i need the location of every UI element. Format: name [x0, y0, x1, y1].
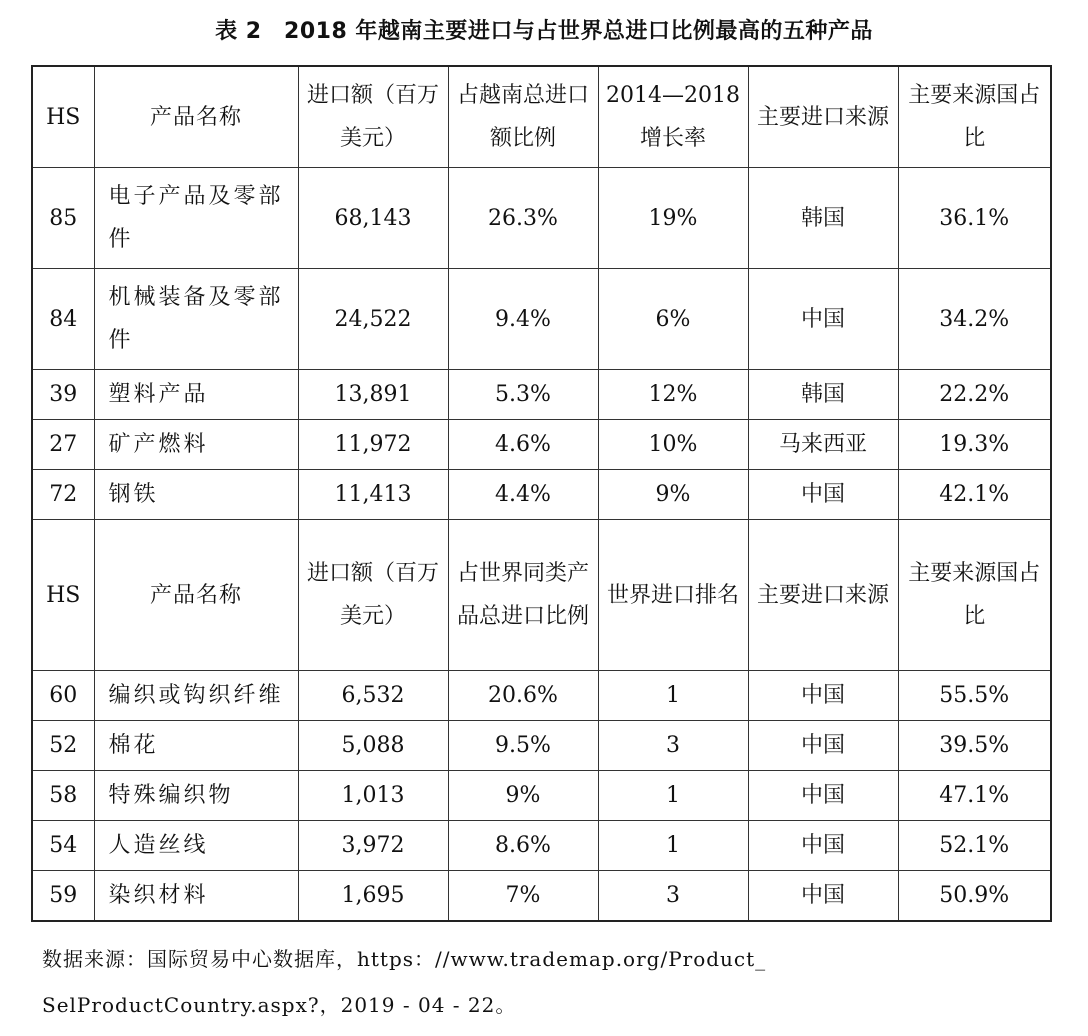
header-hs: HS [32, 66, 94, 168]
top-cell-growth: 10% [598, 420, 748, 470]
bottom-cell-source: 中国 [748, 871, 898, 922]
bottom-cell-share: 9% [448, 771, 598, 821]
top-cell-growth: 9% [598, 470, 748, 520]
bottom-cell-hs: 60 [32, 671, 94, 721]
table-row [32, 269, 1051, 370]
header-import-amount: 进口额（百万美元） [298, 520, 448, 671]
table-row [32, 671, 1051, 721]
bottom-cell-name: 棉花 [94, 721, 298, 771]
table-row [32, 420, 1051, 470]
header-col5: 世界进口排名 [598, 520, 748, 671]
table-row [32, 871, 1051, 922]
bottom-cell-source_share: 55.5% [898, 671, 1051, 721]
bottom-cell-source: 中国 [748, 721, 898, 771]
table-row [32, 821, 1051, 871]
top-cell-growth: 6% [598, 269, 748, 370]
bottom-cell-rank: 3 [598, 721, 748, 771]
top-cell-source_share: 36.1% [898, 168, 1051, 269]
bottom-cell-source_share: 52.1% [898, 821, 1051, 871]
header-main-source: 主要进口来源 [748, 520, 898, 671]
bottom-cell-name: 人造丝线 [94, 821, 298, 871]
top-cell-source: 中国 [748, 470, 898, 520]
header-share: 占越南总进口额比例 [448, 66, 598, 168]
top-cell-growth: 19% [598, 168, 748, 269]
header-import-amount: 进口额（百万美元） [298, 66, 448, 168]
bottom-cell-amount: 1,695 [298, 871, 448, 922]
bottom-cell-amount: 6,532 [298, 671, 448, 721]
top-cell-source_share: 22.2% [898, 370, 1051, 420]
bottom-cell-hs: 58 [32, 771, 94, 821]
bottom-cell-hs: 59 [32, 871, 94, 922]
bottom-cell-share: 8.6% [448, 821, 598, 871]
top-cell-share: 26.3% [448, 168, 598, 269]
table-row [32, 470, 1051, 520]
bottom-cell-name: 编织或钩织纤维 [94, 671, 298, 721]
header-hs: HS [32, 520, 94, 671]
bottom-cell-name: 特殊编织物 [94, 771, 298, 821]
top-header-row [32, 66, 1051, 168]
header-main-source: 主要进口来源 [748, 66, 898, 168]
bottom-cell-source_share: 39.5% [898, 721, 1051, 771]
bottom-cell-rank: 1 [598, 771, 748, 821]
bottom-cell-hs: 52 [32, 721, 94, 771]
header-source-share: 主要来源国占比 [898, 520, 1051, 671]
top-cell-share: 9.4% [448, 269, 598, 370]
table-row [32, 721, 1051, 771]
bottom-cell-hs: 54 [32, 821, 94, 871]
top-cell-share: 4.6% [448, 420, 598, 470]
top-cell-amount: 68,143 [298, 168, 448, 269]
bottom-cell-rank: 1 [598, 821, 748, 871]
source-note: 数据来源：国际贸易中心数据库，https：//www.trademap.org/Product_ SelProductCountry.aspx?，2019 - 04 - 22。 [42, 947, 767, 1017]
bottom-cell-source_share: 47.1% [898, 771, 1051, 821]
top-cell-source_share: 34.2% [898, 269, 1051, 370]
top-cell-source: 韩国 [748, 370, 898, 420]
bottom-cell-share: 7% [448, 871, 598, 922]
top-cell-share: 5.3% [448, 370, 598, 420]
bottom-cell-source: 中国 [748, 821, 898, 871]
top-cell-name: 矿产燃料 [94, 420, 298, 470]
top-cell-name: 钢铁 [94, 470, 298, 520]
bottom-cell-name: 染织材料 [94, 871, 298, 922]
top-cell-source: 中国 [748, 269, 898, 370]
bottom-cell-amount: 3,972 [298, 821, 448, 871]
header-product-name: 产品名称 [94, 520, 298, 671]
bottom-cell-rank: 3 [598, 871, 748, 922]
bottom-cell-source: 中国 [748, 671, 898, 721]
top-cell-source: 韩国 [748, 168, 898, 269]
top-cell-hs: 72 [32, 470, 94, 520]
top-cell-hs: 27 [32, 420, 94, 470]
table-title: 表 2 2018 年越南主要进口与占世界总进口比例最高的五种产品 [215, 19, 873, 44]
bottom-cell-share: 20.6% [448, 671, 598, 721]
table-row [32, 370, 1051, 420]
table-row [32, 771, 1051, 821]
top-cell-source_share: 19.3% [898, 420, 1051, 470]
top-cell-source: 马来西亚 [748, 420, 898, 470]
bottom-header-row [32, 520, 1051, 671]
bottom-cell-amount: 5,088 [298, 721, 448, 771]
bottom-cell-share: 9.5% [448, 721, 598, 771]
top-cell-hs: 85 [32, 168, 94, 269]
top-cell-amount: 11,413 [298, 470, 448, 520]
header-col5: 2014—2018 增长率 [598, 66, 748, 168]
top-cell-name: 机械装备及零部件 [94, 269, 298, 370]
top-cell-growth: 12% [598, 370, 748, 420]
top-cell-amount: 11,972 [298, 420, 448, 470]
top-cell-hs: 39 [32, 370, 94, 420]
top-cell-hs: 84 [32, 269, 94, 370]
bottom-cell-amount: 1,013 [298, 771, 448, 821]
bottom-cell-source: 中国 [748, 771, 898, 821]
top-cell-source_share: 42.1% [898, 470, 1051, 520]
table-row [32, 168, 1051, 269]
header-source-share: 主要来源国占比 [898, 66, 1051, 168]
bottom-cell-source_share: 50.9% [898, 871, 1051, 922]
top-cell-amount: 13,891 [298, 370, 448, 420]
top-cell-name: 塑料产品 [94, 370, 298, 420]
top-cell-amount: 24,522 [298, 269, 448, 370]
bottom-cell-rank: 1 [598, 671, 748, 721]
header-product-name: 产品名称 [94, 66, 298, 168]
top-cell-share: 4.4% [448, 470, 598, 520]
top-cell-name: 电子产品及零部件 [94, 168, 298, 269]
import-table [31, 65, 1052, 922]
header-share: 占世界同类产品总进口比例 [448, 520, 598, 671]
